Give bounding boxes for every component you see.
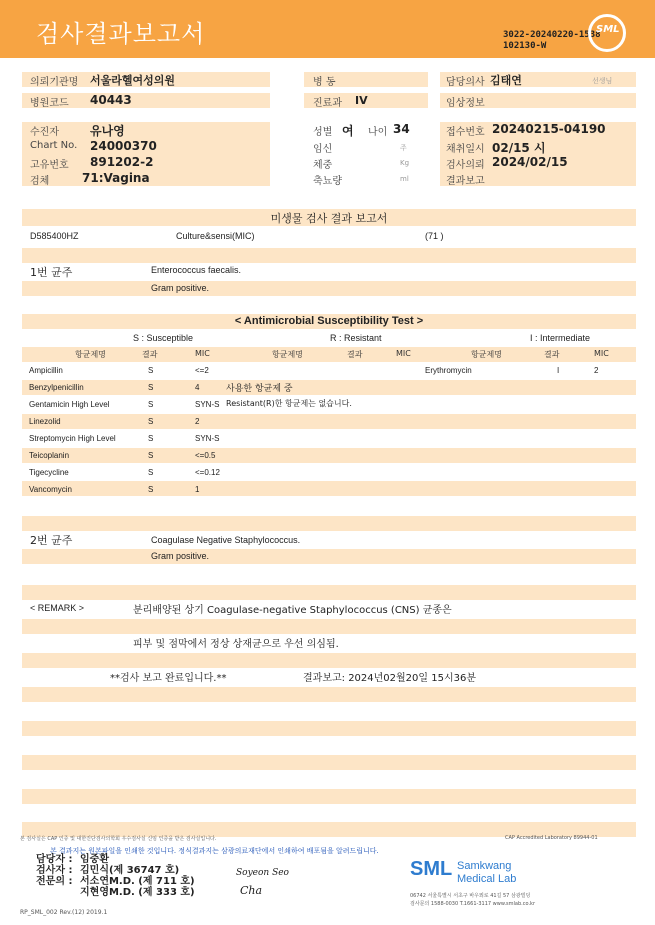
legend-susceptible: S : Susceptible xyxy=(133,333,194,343)
antibiotic-result: S xyxy=(148,417,154,426)
ast-title: < Antimicrobial Susceptibility Test > xyxy=(234,315,424,327)
band xyxy=(22,380,636,395)
dept-value: IV xyxy=(355,94,368,107)
band xyxy=(22,549,636,564)
patient-value: 유나영 xyxy=(90,124,125,138)
legend-resistant: R : Resistant xyxy=(330,333,382,343)
col-drug-1: 항균제명 xyxy=(75,350,106,359)
clinical-label: 임상정보 xyxy=(446,98,485,109)
brand-line-1: Samkwang xyxy=(457,860,512,872)
antibiotic-name: Teicoplanin xyxy=(29,451,70,460)
remark-line-1: 분리배양된 상기 Coagulase-negative Staphylococcus (CNS) 균종은 xyxy=(133,605,452,616)
weight-unit: Kg xyxy=(400,159,410,167)
band xyxy=(22,653,636,668)
antibiotic-name: Tigecycline xyxy=(29,468,69,477)
sml-logo-text: SML xyxy=(596,24,620,35)
col-drug-3: 항균제명 xyxy=(471,350,502,359)
report-label: 결과보고 xyxy=(446,176,485,187)
lab-address: 06742 서울특별시 서초구 바우뫼로 41길 57 삼광빌딩 xyxy=(410,893,531,899)
brand-name xyxy=(457,860,516,886)
col-result-1: 결과 xyxy=(142,350,158,359)
patient-label: 수진자 xyxy=(30,127,59,138)
band xyxy=(22,516,636,531)
antibiotic-name: Benzylpenicillin xyxy=(29,383,84,392)
specimen-label: 검체 xyxy=(30,176,50,187)
doctor-suffix: 선생님 xyxy=(592,77,613,85)
antibiotic-name: Gentamicin High Level xyxy=(29,400,110,409)
antibiotic-mic: <=2 xyxy=(195,366,209,375)
strain1-label: 1번 균주 xyxy=(30,266,73,279)
urine-label: 축뇨량 xyxy=(313,176,342,187)
doctor-label: 담당의사 xyxy=(446,77,485,88)
request-value: 2024/02/15 xyxy=(492,155,568,169)
band xyxy=(22,721,636,736)
sex-value: 여 xyxy=(342,124,354,138)
antibiotic-name: Vancomycin xyxy=(29,485,72,494)
remark-label: < REMARK > xyxy=(30,603,85,613)
legend-intermediate: I : Intermediate xyxy=(530,333,591,343)
antibiotic-result: S xyxy=(148,400,154,409)
sex-label: 성별 xyxy=(313,127,333,138)
staff-3: 서소연M.D. (제 711 호) xyxy=(80,876,195,887)
band xyxy=(22,755,636,770)
remark-line-2: 피부 및 점막에서 정상 상재균으로 우선 의심됨. xyxy=(133,639,339,650)
signature-2: Cha xyxy=(240,884,263,897)
antibiotic-result: S xyxy=(148,434,154,443)
document-number xyxy=(503,30,601,52)
signature-1: Soyeon Seo xyxy=(236,868,289,878)
weight-label: 체중 xyxy=(313,160,333,171)
collect-label: 채취일시 xyxy=(446,144,485,155)
dept-label: 진료과 xyxy=(313,98,342,109)
col-result-2: 결과 xyxy=(347,350,363,359)
third-col-drug: Erythromycin xyxy=(425,366,472,375)
note-1: 사용한 항균제 중 xyxy=(226,384,293,394)
col-drug-2: 항균제명 xyxy=(272,350,303,359)
doctor-value: 김태연 xyxy=(490,74,522,87)
lab-contact: 검사문의 1588-0030 T.1661-3117 www.smlab.co.kr xyxy=(410,901,535,907)
band xyxy=(22,481,636,496)
antibiotic-mic: 2 xyxy=(195,417,200,426)
ward-label: 병 동 xyxy=(313,77,336,88)
antibiotic-result: S xyxy=(148,366,154,375)
band xyxy=(22,789,636,804)
specimen-code: (71 ) xyxy=(425,231,444,241)
original-print-note: 본 결과지는 원본파일을 인쇄한 것입니다. 정식결과지는 삼광의료재단에서 인쇄하여 배포됨을 알려드립니다. xyxy=(50,847,379,855)
reception-label: 접수번호 xyxy=(446,127,485,138)
cap-text: CAP Accredited Laboratory 89944-01 xyxy=(505,835,598,841)
doc-no-line2: 102130-W xyxy=(503,41,547,51)
col-mic-3: MIC xyxy=(594,349,609,358)
pregnancy-label: 임신 xyxy=(313,144,333,155)
antibiotic-name: Ampicillin xyxy=(29,366,63,375)
antibiotic-name: Streptomycin High Level xyxy=(29,434,116,443)
test-code: D585400HZ xyxy=(30,231,79,241)
antibiotic-mic: 4 xyxy=(195,383,200,392)
report-time: 결과보고: 2024년02월20일 15시36분 xyxy=(303,673,477,684)
col-mic-2: MIC xyxy=(396,349,411,358)
band xyxy=(22,619,636,634)
institution-label: 의뢰기관명 xyxy=(30,77,79,88)
strain2-name: Coagulase Negative Staphylococcus. xyxy=(151,535,301,545)
antibiotic-result: S xyxy=(148,468,154,477)
antibiotic-mic: <=0.5 xyxy=(195,451,216,460)
band xyxy=(22,414,636,429)
antibiotic-result: S xyxy=(148,485,154,494)
complete-text: **검사 보고 완료입니다.** xyxy=(110,673,227,684)
hospital-code-label: 병원코드 xyxy=(30,98,69,109)
test-name: Culture&sensi(MIC) xyxy=(176,231,255,241)
request-label: 검사의뢰 xyxy=(446,160,485,171)
id-label: 고유번호 xyxy=(30,160,69,171)
antibiotic-mic: SYN-S xyxy=(195,400,220,409)
pregnancy-unit: 주 xyxy=(400,144,407,152)
strain1-name: Enterococcus faecalis. xyxy=(151,265,242,275)
band xyxy=(22,585,636,600)
micro-title: 미생물 검사 결과 보고서 xyxy=(270,212,388,225)
chart-label: Chart No. xyxy=(30,140,78,151)
staff-1: 임중환 xyxy=(80,854,109,865)
col-result-3: 결과 xyxy=(544,350,560,359)
band xyxy=(22,448,636,463)
col-mic-1: MIC xyxy=(195,349,210,358)
staff-label-1: 담당자 : xyxy=(36,854,73,865)
antibiotic-mic: 1 xyxy=(195,485,200,494)
third-col-result: I xyxy=(557,366,560,375)
third-col-mic: 2 xyxy=(594,366,599,375)
staff-label-2: 검사자 : xyxy=(36,865,73,876)
form-code: RP_SML_002 Rev.(12) 2019.1 xyxy=(20,909,108,916)
staff-label-3: 전문의 : xyxy=(36,876,73,887)
fine-print: 본 검사실은 CAP 인증 및 대한진단검사의학회 우수검사실 신임 인증을 받은 검사실입니다. xyxy=(20,836,217,842)
reception-value: 20240215-04190 xyxy=(492,122,606,136)
age-value: 34 xyxy=(393,122,410,136)
strain1-gram: Gram positive. xyxy=(151,283,210,293)
hospital-code-value: 40443 xyxy=(90,93,132,107)
sml-brand-logo: SML xyxy=(410,858,453,880)
antibiotic-result: S xyxy=(148,383,154,392)
staff-2: 김민식(제 36747 호) xyxy=(80,865,180,876)
antibiotic-name: Linezolid xyxy=(29,417,61,426)
antibiotic-result: S xyxy=(148,451,154,460)
band xyxy=(22,687,636,702)
doc-no-line1: 3022-20240220-1538 xyxy=(503,30,601,40)
id-value: 891202-2 xyxy=(90,155,154,169)
institution-value: 서울라헬여성의원 xyxy=(90,74,176,87)
band xyxy=(22,248,636,263)
urine-unit: ml xyxy=(400,175,409,183)
antibiotic-mic: <=0.12 xyxy=(195,468,220,477)
strain2-gram: Gram positive. xyxy=(151,551,210,561)
strain2-label: 2번 균주 xyxy=(30,534,73,547)
staff-4: 지현영M.D. (제 333 호) xyxy=(80,887,195,898)
age-label: 나이 xyxy=(368,127,388,138)
note-2: Resistant(R)한 항균제는 없습니다. xyxy=(226,399,352,408)
band xyxy=(22,281,636,296)
antibiotic-mic: SYN-S xyxy=(195,434,220,443)
collect-value: 02/15 시 xyxy=(492,141,546,155)
chart-value: 24000370 xyxy=(90,139,157,153)
page-title: 검사결과보고서 xyxy=(36,20,206,48)
specimen-value: 71:Vagina xyxy=(82,171,150,185)
brand-line-2: Medical Lab xyxy=(457,873,517,885)
